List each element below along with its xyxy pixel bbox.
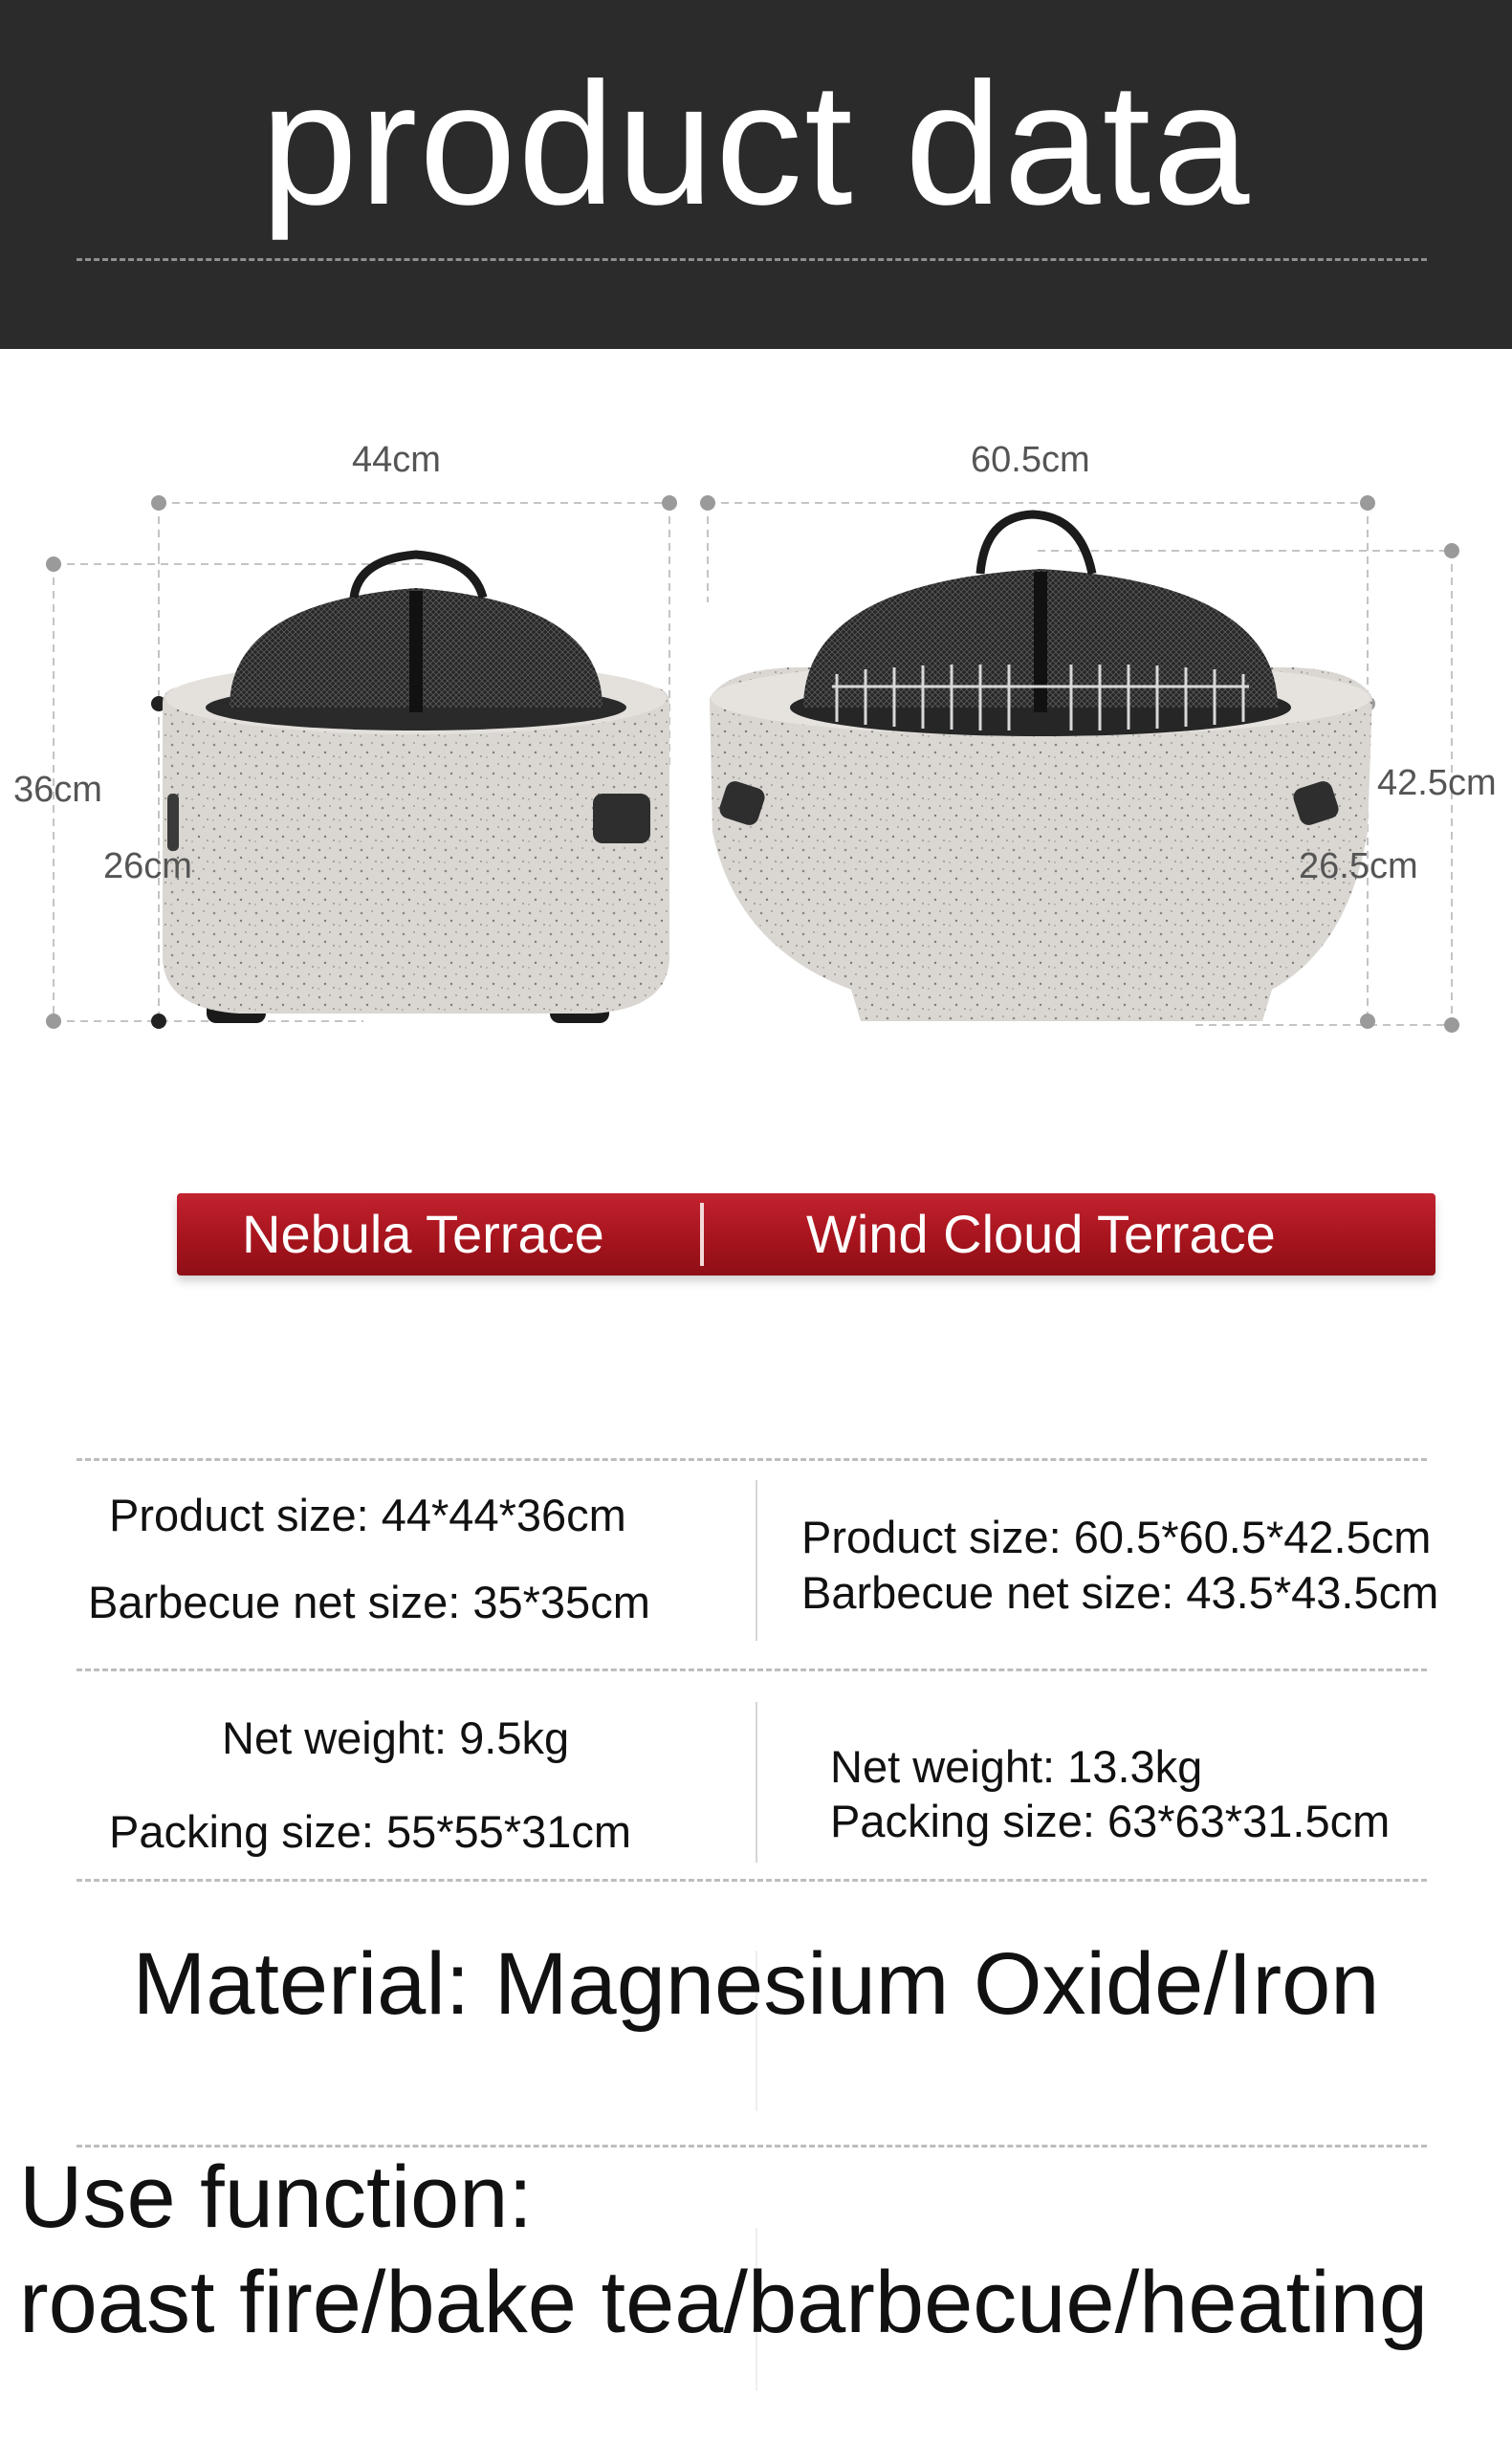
spec-column-divider-1 <box>756 1480 757 1641</box>
right-product-size: Product size: 60.5*60.5*42.5cm <box>801 1512 1432 1562</box>
spec-divider-bottom <box>77 1879 1427 1882</box>
right-fire-pit <box>710 514 1372 1021</box>
left-packing-size: Packing size: 55*55*31cm <box>109 1806 632 1857</box>
header-divider <box>77 258 1427 261</box>
page-title: product data <box>260 46 1252 241</box>
material-text: Material: Magnesium Oxide/Iron <box>132 1935 1380 2033</box>
left-net-weight: Net weight: 9.5kg <box>222 1712 570 1763</box>
tab-wind-cloud-terrace: Wind Cloud Terrace <box>806 1204 1276 1264</box>
spec-divider-top <box>77 1458 1427 1461</box>
right-width-label: 60.5cm <box>971 440 1090 480</box>
left-width-label: 44cm <box>352 440 441 480</box>
left-inner-height-label: 26cm <box>103 846 192 886</box>
tab-divider <box>700 1203 704 1266</box>
header-banner <box>0 0 1512 349</box>
left-barbecue-net-size: Barbecue net size: 35*35cm <box>88 1577 650 1627</box>
product-dimension-figure <box>0 382 1512 1071</box>
left-fire-pit <box>163 555 669 1023</box>
tab-nebula-terrace: Nebula Terrace <box>242 1204 604 1264</box>
spec-column-divider-2 <box>756 1702 757 1863</box>
right-barbecue-net-size: Barbecue net size: 43.5*43.5cm <box>801 1567 1439 1618</box>
left-height-label: 36cm <box>13 770 102 810</box>
product-model-bar <box>177 1193 1435 1276</box>
left-product-size: Product size: 44*44*36cm <box>109 1490 626 1540</box>
right-packing-size: Packing size: 63*63*31.5cm <box>830 1796 1391 1846</box>
right-inner-height-label: 26.5cm <box>1299 846 1418 886</box>
right-net-weight: Net weight: 13.3kg <box>830 1741 1203 1792</box>
fire-pit-illustration <box>0 382 1512 1071</box>
right-height-label: 42.5cm <box>1377 763 1497 803</box>
use-function-title: Use function: <box>19 2148 533 2246</box>
use-function-text: roast fire/bake tea/barbecue/heating <box>19 2254 1428 2351</box>
spec-divider-middle <box>77 1668 1427 1671</box>
